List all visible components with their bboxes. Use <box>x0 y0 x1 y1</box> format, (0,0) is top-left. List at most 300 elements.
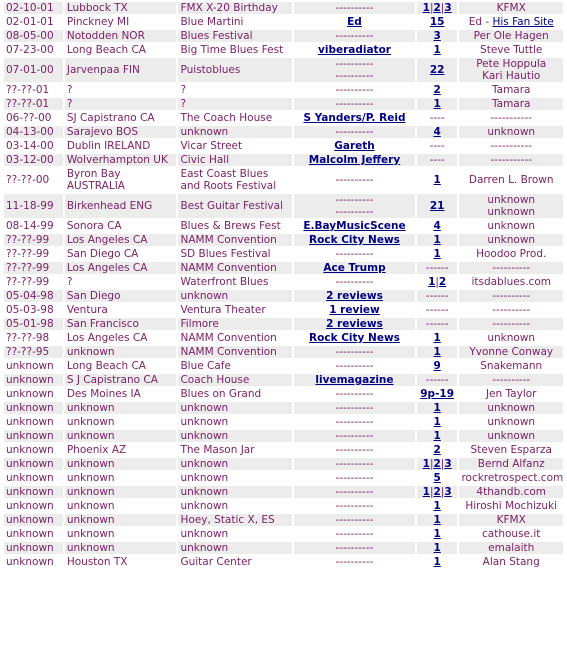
city-text: Sarajevo BOS <box>66 126 138 138</box>
review-placeholder: ---------- <box>335 416 374 428</box>
date-cell: 08-14-99 <box>4 220 63 232</box>
pages-cell <box>417 528 458 540</box>
source-text: emalaith <box>488 542 535 554</box>
venue-text: SD Blues Festival <box>180 248 271 260</box>
city-cell <box>65 2 177 14</box>
venue-cell <box>178 16 292 28</box>
city-text: San Francisco <box>66 318 139 330</box>
date-cell: unknown <box>4 402 63 414</box>
pages-placeholder: ------ <box>425 318 449 330</box>
venue-cell <box>178 98 292 110</box>
date-cell: ??-??-99 <box>4 262 63 274</box>
source-text: Tamara <box>491 84 531 96</box>
source-cell <box>459 262 563 274</box>
venue-text: Big Time Blues Fest <box>180 44 284 56</box>
venue-cell <box>178 360 292 372</box>
venue-text: unknown <box>180 402 229 414</box>
table-row <box>4 332 563 344</box>
pages-cell <box>417 500 458 512</box>
review-cell <box>294 374 415 386</box>
city-text: Los Angeles CA <box>66 262 148 274</box>
source-cell <box>459 140 563 152</box>
source-cell <box>459 486 563 498</box>
source-text: unknown <box>487 332 536 344</box>
venue-text: Ventura Theater <box>180 304 266 316</box>
source-text: unknown <box>487 220 536 232</box>
review-link[interactable]: viberadiator <box>318 44 391 56</box>
city-text: unknown <box>66 514 115 526</box>
review-placeholder: ---------- <box>335 500 374 512</box>
review-link[interactable]: Rock City News <box>309 234 400 246</box>
city-cell <box>65 458 177 470</box>
review-placeholder: ---------- <box>335 388 374 400</box>
page-link[interactable]: 1 <box>422 458 430 470</box>
date-cell: 05-01-98 <box>4 318 63 330</box>
link-separator: | <box>440 486 445 498</box>
table-row <box>4 458 563 470</box>
city-text: Los Angeles CA <box>66 332 148 344</box>
page-link[interactable]: 2 <box>438 276 447 288</box>
review-link[interactable]: 2 reviews <box>326 290 383 302</box>
city-cell <box>65 98 177 110</box>
page-link[interactable]: 1 <box>433 528 441 540</box>
page-link[interactable]: 2 <box>433 486 441 498</box>
source-cell <box>459 220 563 232</box>
source-cell <box>459 154 563 166</box>
city-cell <box>65 430 177 442</box>
city-cell <box>65 528 177 540</box>
pages-cell <box>417 332 458 344</box>
date-cell: unknown <box>4 472 63 484</box>
pages-cell <box>417 318 458 330</box>
venue-cell <box>178 332 292 344</box>
review-link[interactable]: 2 reviews <box>326 318 383 330</box>
review-cell <box>294 556 415 568</box>
pages-placeholder: ---- <box>429 140 445 152</box>
date-cell: ??-??-99 <box>4 248 63 260</box>
source-text: Pete Hoppula <box>476 58 547 70</box>
venue-cell <box>178 154 292 166</box>
page-link[interactable]: 1 <box>433 556 441 568</box>
link-separator: | <box>440 458 445 470</box>
city-cell <box>65 486 177 498</box>
source-text: unknown <box>487 206 536 218</box>
date-cell: 11-18-99 <box>4 194 63 218</box>
pages-cell <box>417 248 458 260</box>
venue-cell <box>178 402 292 414</box>
date-cell: 03-14-00 <box>4 140 63 152</box>
page-link[interactable]: 1 <box>433 346 441 358</box>
city-cell <box>65 304 177 316</box>
review-placeholder: ---------- <box>335 248 374 260</box>
page-link[interactable]: 2 <box>429 200 438 212</box>
venue-text: unknown <box>180 486 229 498</box>
table-row <box>4 2 563 14</box>
table-row <box>4 248 563 260</box>
date-cell: 02-01-01 <box>4 16 63 28</box>
page-link[interactable]: 1 <box>433 542 441 554</box>
pages-cell <box>417 30 458 42</box>
source-text: itsdablues.com <box>471 276 551 288</box>
review-link[interactable]: Gareth <box>334 140 375 152</box>
city-text: Notodden NOR <box>66 30 145 42</box>
city-cell <box>65 112 177 124</box>
city-cell <box>65 444 177 456</box>
venue-text: Guitar Center <box>180 556 252 568</box>
venue-text: Hoey, Static X, ES <box>180 514 275 526</box>
review-placeholder: ---------- <box>335 360 374 372</box>
venue-cell <box>178 140 292 152</box>
source-cell <box>459 346 563 358</box>
source-text: unknown <box>487 402 536 414</box>
city-cell <box>65 472 177 484</box>
review-link[interactable]: livemagazine <box>315 374 394 386</box>
source-cell <box>459 444 563 456</box>
city-cell <box>65 16 177 28</box>
venue-text: NAMM Convention <box>180 262 277 274</box>
pages-cell <box>417 402 458 414</box>
source-cell <box>459 16 563 28</box>
city-cell <box>65 388 177 400</box>
pages-placeholder: ------ <box>425 262 449 274</box>
page-link[interactable]: 2 <box>433 2 441 14</box>
page-link[interactable]: 1 <box>433 174 441 186</box>
venue-text: Puistoblues <box>180 64 241 76</box>
source-cell <box>459 2 563 14</box>
pages-placeholder: ------ <box>425 304 449 316</box>
pages-cell <box>417 44 458 56</box>
city-cell <box>65 30 177 42</box>
pages-cell <box>417 84 458 96</box>
date-cell: 07-23-00 <box>4 44 63 56</box>
city-cell <box>65 154 177 166</box>
source-link[interactable]: His Fan Site <box>492 16 554 28</box>
city-text: Long Beach CA <box>66 44 146 56</box>
review-placeholder: ---------- <box>335 84 374 96</box>
review-cell <box>294 304 415 316</box>
venue-cell <box>178 220 292 232</box>
pages-cell <box>417 416 458 428</box>
venue-text: Blue Martini <box>180 16 244 28</box>
venue-text: Vicar Street <box>180 140 243 152</box>
source-cell <box>459 388 563 400</box>
pages-cell <box>417 458 458 470</box>
table-row <box>4 262 563 274</box>
pages-placeholder: ------ <box>425 290 449 302</box>
review-link[interactable]: Rock City News <box>309 332 400 344</box>
venue-cell <box>178 194 292 218</box>
page-link[interactable]: 2 <box>437 64 445 76</box>
source-text: rockretrospect.com <box>461 472 563 484</box>
page-link[interactable]: 1 <box>433 402 441 414</box>
date-cell: 06-??-00 <box>4 112 63 124</box>
date-cell: ??-??-99 <box>4 234 63 246</box>
review-cell <box>294 360 415 372</box>
venue-cell <box>178 486 292 498</box>
city-cell <box>65 220 177 232</box>
review-link[interactable]: Ace Trump <box>323 262 386 274</box>
pages-cell <box>417 140 458 152</box>
page-link[interactable]: 2 <box>433 84 441 96</box>
review-cell <box>294 290 415 302</box>
venue-cell <box>178 374 292 386</box>
pages-cell <box>417 276 458 288</box>
date-cell: ??-??-98 <box>4 332 63 344</box>
venue-text: NAMM Convention <box>180 346 277 358</box>
city-text: ? <box>66 276 73 288</box>
performances-table <box>2 0 565 570</box>
page-link[interactable]: 1 <box>433 98 441 110</box>
venue-cell <box>178 276 292 288</box>
review-placeholder: ---------- <box>335 30 374 42</box>
pages-cell <box>417 472 458 484</box>
date-cell: 07-01-00 <box>4 58 63 82</box>
review-placeholder: ---------- <box>335 126 374 138</box>
page-link[interactable]: 1 <box>433 248 441 260</box>
review-cell <box>294 500 415 512</box>
venue-text: ? <box>180 98 187 110</box>
table-row <box>4 98 563 110</box>
page-link[interactable]: 4 <box>433 220 441 232</box>
city-text: Byron Bay <box>66 168 121 180</box>
city-text: Long Beach CA <box>66 360 146 372</box>
city-text: Los Angeles CA <box>66 234 148 246</box>
page-link[interactable]: 2 <box>433 444 441 456</box>
venue-cell <box>178 318 292 330</box>
table-row <box>4 276 563 288</box>
venue-cell <box>178 290 292 302</box>
city-text: unknown <box>66 430 115 442</box>
city-cell <box>65 248 177 260</box>
table-row <box>4 444 563 456</box>
venue-cell <box>178 388 292 400</box>
table-row <box>4 430 563 442</box>
date-cell: 04-13-00 <box>4 126 63 138</box>
page-link[interactable]: 1 <box>433 234 441 246</box>
review-placeholder: ---------- <box>335 402 374 414</box>
table-row <box>4 16 563 28</box>
source-cell <box>459 556 563 568</box>
page-link[interactable]: 5 <box>433 472 441 484</box>
date-cell: 03-12-00 <box>4 154 63 166</box>
pages-cell <box>417 514 458 526</box>
performances-table-body <box>4 2 563 568</box>
review-link[interactable]: Malcolm Jeffery <box>308 154 401 166</box>
date-cell: unknown <box>4 360 63 372</box>
page-link[interactable]: 3 <box>433 30 441 42</box>
source-text: Jen Taylor <box>485 388 537 400</box>
page-link[interactable]: 1 <box>437 200 445 212</box>
link-separator: | <box>429 2 434 14</box>
venue-cell <box>178 58 292 82</box>
link-separator: | <box>435 276 439 288</box>
page-link[interactable]: 3 <box>444 486 452 498</box>
venue-text: unknown <box>180 430 229 442</box>
source-cell <box>459 30 563 42</box>
table-row <box>4 290 563 302</box>
table-row <box>4 234 563 246</box>
review-placeholder: ---------- <box>335 444 374 456</box>
venue-cell <box>178 346 292 358</box>
city-text: unknown <box>66 542 115 554</box>
table-row <box>4 58 563 82</box>
venue-cell <box>178 528 292 540</box>
source-cell <box>459 168 563 192</box>
date-cell: unknown <box>4 388 63 400</box>
city-text: ? <box>66 98 73 110</box>
review-placeholder: ---------- <box>335 346 374 358</box>
venue-text: unknown <box>180 528 229 540</box>
venue-cell <box>178 168 292 192</box>
pages-cell <box>417 154 458 166</box>
page-link[interactable]: 1 <box>433 44 441 56</box>
page-link[interactable]: 4 <box>433 126 441 138</box>
review-cell <box>294 84 415 96</box>
venue-text: unknown <box>180 458 229 470</box>
page-link[interactable]: 1 <box>433 416 441 428</box>
venue-cell <box>178 44 292 56</box>
source-cell <box>459 528 563 540</box>
city-text: Lubbock TX <box>66 2 128 14</box>
review-cell <box>294 472 415 484</box>
table-row <box>4 84 563 96</box>
table-row <box>4 44 563 56</box>
venue-cell <box>178 514 292 526</box>
review-cell <box>294 58 415 82</box>
pages-cell <box>417 58 458 82</box>
review-cell <box>294 168 415 192</box>
source-text: ---------- <box>492 304 531 316</box>
venue-cell <box>178 472 292 484</box>
city-text: S J Capistrano CA <box>66 374 158 386</box>
source-cell <box>459 360 563 372</box>
source-text: ----------- <box>490 112 533 124</box>
pages-placeholder: ---- <box>429 154 445 166</box>
page-link[interactable]: 1 <box>433 514 441 526</box>
review-cell <box>294 528 415 540</box>
review-link[interactable]: E.BayMusicScene <box>303 220 406 232</box>
pages-cell <box>417 486 458 498</box>
source-text: KFMX <box>496 2 526 14</box>
review-placeholder: ---------- <box>335 206 374 218</box>
date-cell: ??-??-01 <box>4 98 63 110</box>
page-link[interactable]: 9 <box>433 360 441 372</box>
date-cell: unknown <box>4 556 63 568</box>
venue-text: The Mason Jar <box>180 444 255 456</box>
review-placeholder: ---------- <box>335 486 374 498</box>
city-text: Dublin IRELAND <box>66 140 151 152</box>
city-cell <box>65 262 177 274</box>
city-text: Sonora CA <box>66 220 122 232</box>
page-link[interactable]: 1 <box>422 486 430 498</box>
venue-text: Civic Hall <box>180 154 230 166</box>
review-link[interactable]: S Yanders/P. Reid <box>303 112 406 124</box>
venue-cell <box>178 458 292 470</box>
city-text: unknown <box>66 402 115 414</box>
review-cell <box>294 444 415 456</box>
source-text: Snakemann <box>480 360 543 372</box>
page-link[interactable]: 9p-19 <box>420 388 455 400</box>
pages-cell <box>417 234 458 246</box>
city-cell <box>65 318 177 330</box>
city-text: San Diego CA <box>66 248 139 260</box>
city-text: unknown <box>66 346 115 358</box>
source-cell <box>459 304 563 316</box>
page-link[interactable]: 1 <box>422 2 430 14</box>
venue-cell <box>178 556 292 568</box>
table-row <box>4 416 563 428</box>
city-text: Wolverhampton UK <box>66 154 168 166</box>
source-text: Alan Stang <box>482 556 540 568</box>
table-row <box>4 472 563 484</box>
venue-cell <box>178 30 292 42</box>
table-row <box>4 154 563 166</box>
page-link[interactable]: 1 <box>428 276 436 288</box>
source-text: unknown <box>487 234 536 246</box>
venue-cell <box>178 500 292 512</box>
source-cell <box>459 542 563 554</box>
city-cell <box>65 416 177 428</box>
venue-text: Blues Festival <box>180 30 253 42</box>
source-cell <box>459 458 563 470</box>
source-text: Per Ole Hagen <box>473 30 549 42</box>
pages-placeholder: ---- <box>429 112 445 124</box>
page-link[interactable]: 1 <box>433 332 441 344</box>
source-text: 4thandb.com <box>476 486 547 498</box>
source-text: cathouse.it <box>482 528 541 540</box>
page-link[interactable]: 15 <box>429 16 445 28</box>
date-cell: ??-??-00 <box>4 168 63 192</box>
review-cell <box>294 486 415 498</box>
review-link[interactable]: 1 review <box>329 304 380 316</box>
page-link[interactable]: 3 <box>444 458 452 470</box>
review-placeholder: ---------- <box>335 2 374 14</box>
page-link[interactable]: 2 <box>429 64 438 76</box>
table-row <box>4 542 563 554</box>
pages-cell <box>417 194 458 218</box>
venue-text: and Roots Festival <box>180 180 277 192</box>
page-link[interactable]: 2 <box>433 458 441 470</box>
table-row <box>4 318 563 330</box>
city-cell <box>65 234 177 246</box>
review-placeholder: ---------- <box>335 194 374 206</box>
table-row <box>4 112 563 124</box>
review-cell <box>294 98 415 110</box>
source-text: Darren L. Brown <box>468 174 554 186</box>
review-cell <box>294 416 415 428</box>
city-cell <box>65 360 177 372</box>
review-link[interactable]: Ed <box>347 16 362 28</box>
date-cell: 08-05-00 <box>4 30 63 42</box>
table-row <box>4 388 563 400</box>
review-placeholder: ---------- <box>335 174 374 186</box>
source-cell <box>459 332 563 344</box>
venue-text: unknown <box>180 500 229 512</box>
city-text: unknown <box>66 528 115 540</box>
city-text: Jarvenpaa FIN <box>66 64 140 76</box>
review-cell <box>294 430 415 442</box>
source-text: ----------- <box>490 140 533 152</box>
city-cell <box>65 140 177 152</box>
review-placeholder: ---------- <box>335 528 374 540</box>
page-link[interactable]: 1 <box>433 500 441 512</box>
page-link[interactable]: 1 <box>433 430 441 442</box>
page-link[interactable]: 3 <box>444 2 452 14</box>
city-text: unknown <box>66 486 115 498</box>
venue-text: Blue Cafe <box>180 360 231 372</box>
source-text: Tamara <box>491 98 531 110</box>
review-cell <box>294 458 415 470</box>
